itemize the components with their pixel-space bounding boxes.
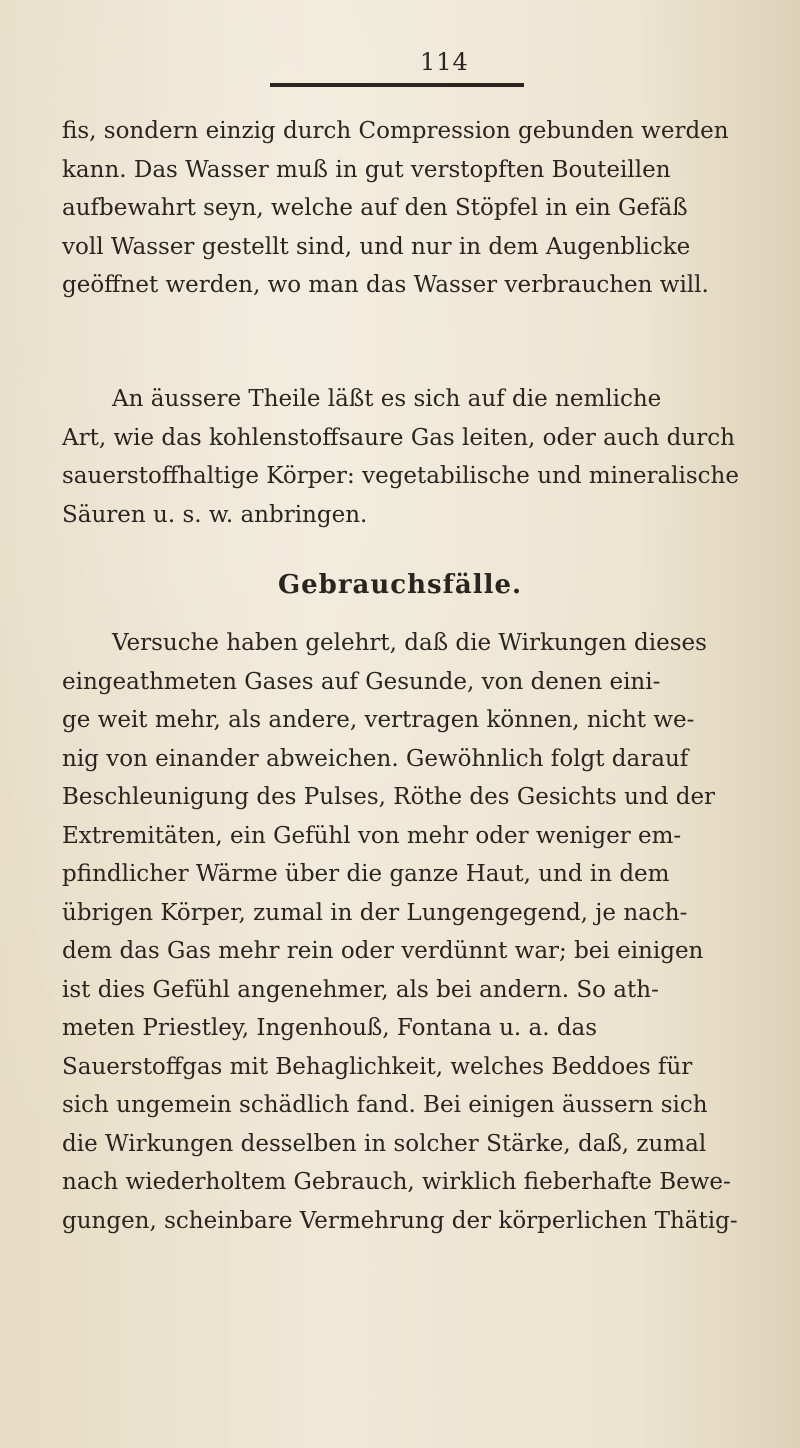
text-line: kann. Das Wasser muß in gut verstopften Bouteillen bbox=[62, 156, 671, 183]
text-line: dem das Gas mehr rein oder verdünnt war; bei einigen bbox=[62, 938, 704, 964]
paragraph-3 bbox=[62, 624, 752, 1240]
text-line: aufbewahrt seyn, welche auf den Stöpfel in ein Gefäß bbox=[62, 195, 688, 221]
text-line: Extremitäten, ein Gefühl von mehr oder weniger em- bbox=[62, 822, 682, 849]
text-line: Säuren u. s. w. anbringen. bbox=[62, 501, 368, 528]
text-line: geöffnet werden, wo man das Wasser verbrauchen will. bbox=[62, 272, 709, 298]
text-line: die Wirkungen desselben in solcher Stärke, daß, zumal bbox=[62, 1130, 707, 1157]
text-line: gungen, scheinbare Vermehrung der körperlichen Thätig- bbox=[62, 1207, 738, 1234]
text-line: übrigen Körper, zumal in der Lungengegend, je nach- bbox=[62, 899, 688, 926]
text-line: meten Priestley, Ingenhouß, Fontana u. a. das bbox=[62, 1015, 598, 1041]
text-line: An äussere Theile läßt es sich auf die nemliche bbox=[112, 386, 662, 412]
text-line: ist dies Gefühl angenehmer, als bei andern. So ath- bbox=[62, 976, 659, 1003]
text-line: sich ungemein schädlich fand. Bei einigen äussern sich bbox=[62, 1092, 708, 1118]
text-line: Beschleunigung des Pulses, Röthe des Gesichts und der bbox=[62, 784, 716, 810]
paragraph-2 bbox=[62, 380, 752, 534]
text-line: nig von einander abweichen. Gewöhnlich folgt darauf bbox=[62, 745, 689, 772]
text-line: pfindlicher Wärme über die ganze Haut, und in dem bbox=[62, 861, 670, 887]
page-number: 114 bbox=[420, 48, 469, 76]
header-rule bbox=[270, 83, 524, 87]
text-line: Sauerstoffgas mit Behaglichkeit, welches Beddoes für bbox=[62, 1053, 693, 1080]
section-heading: Gebrauchsfälle. bbox=[277, 570, 523, 600]
text-line: voll Wasser gestellt sind, und nur in dem Augenblicke bbox=[62, 233, 691, 260]
text-line: fis, sondern einzig durch Compression gebunden werden bbox=[62, 118, 729, 144]
text-line: Art, wie das kohlenstoffsaure Gas leiten, oder auch durch bbox=[62, 424, 735, 451]
text-line: ge weit mehr, als andere, vertragen können, nicht we- bbox=[62, 707, 695, 733]
text-line: nach wiederholtem Gebrauch, wirklich fieberhafte Bewe- bbox=[62, 1169, 731, 1195]
paragraph-1 bbox=[62, 112, 752, 305]
text-line: sauerstoffhaltige Körper: vegetabilische und mineralische bbox=[62, 463, 739, 489]
text-line: eingeathmeten Gases auf Gesunde, von denen eini- bbox=[62, 668, 661, 695]
text-line: Versuche haben gelehrt, daß die Wirkungen dieses bbox=[112, 630, 707, 656]
